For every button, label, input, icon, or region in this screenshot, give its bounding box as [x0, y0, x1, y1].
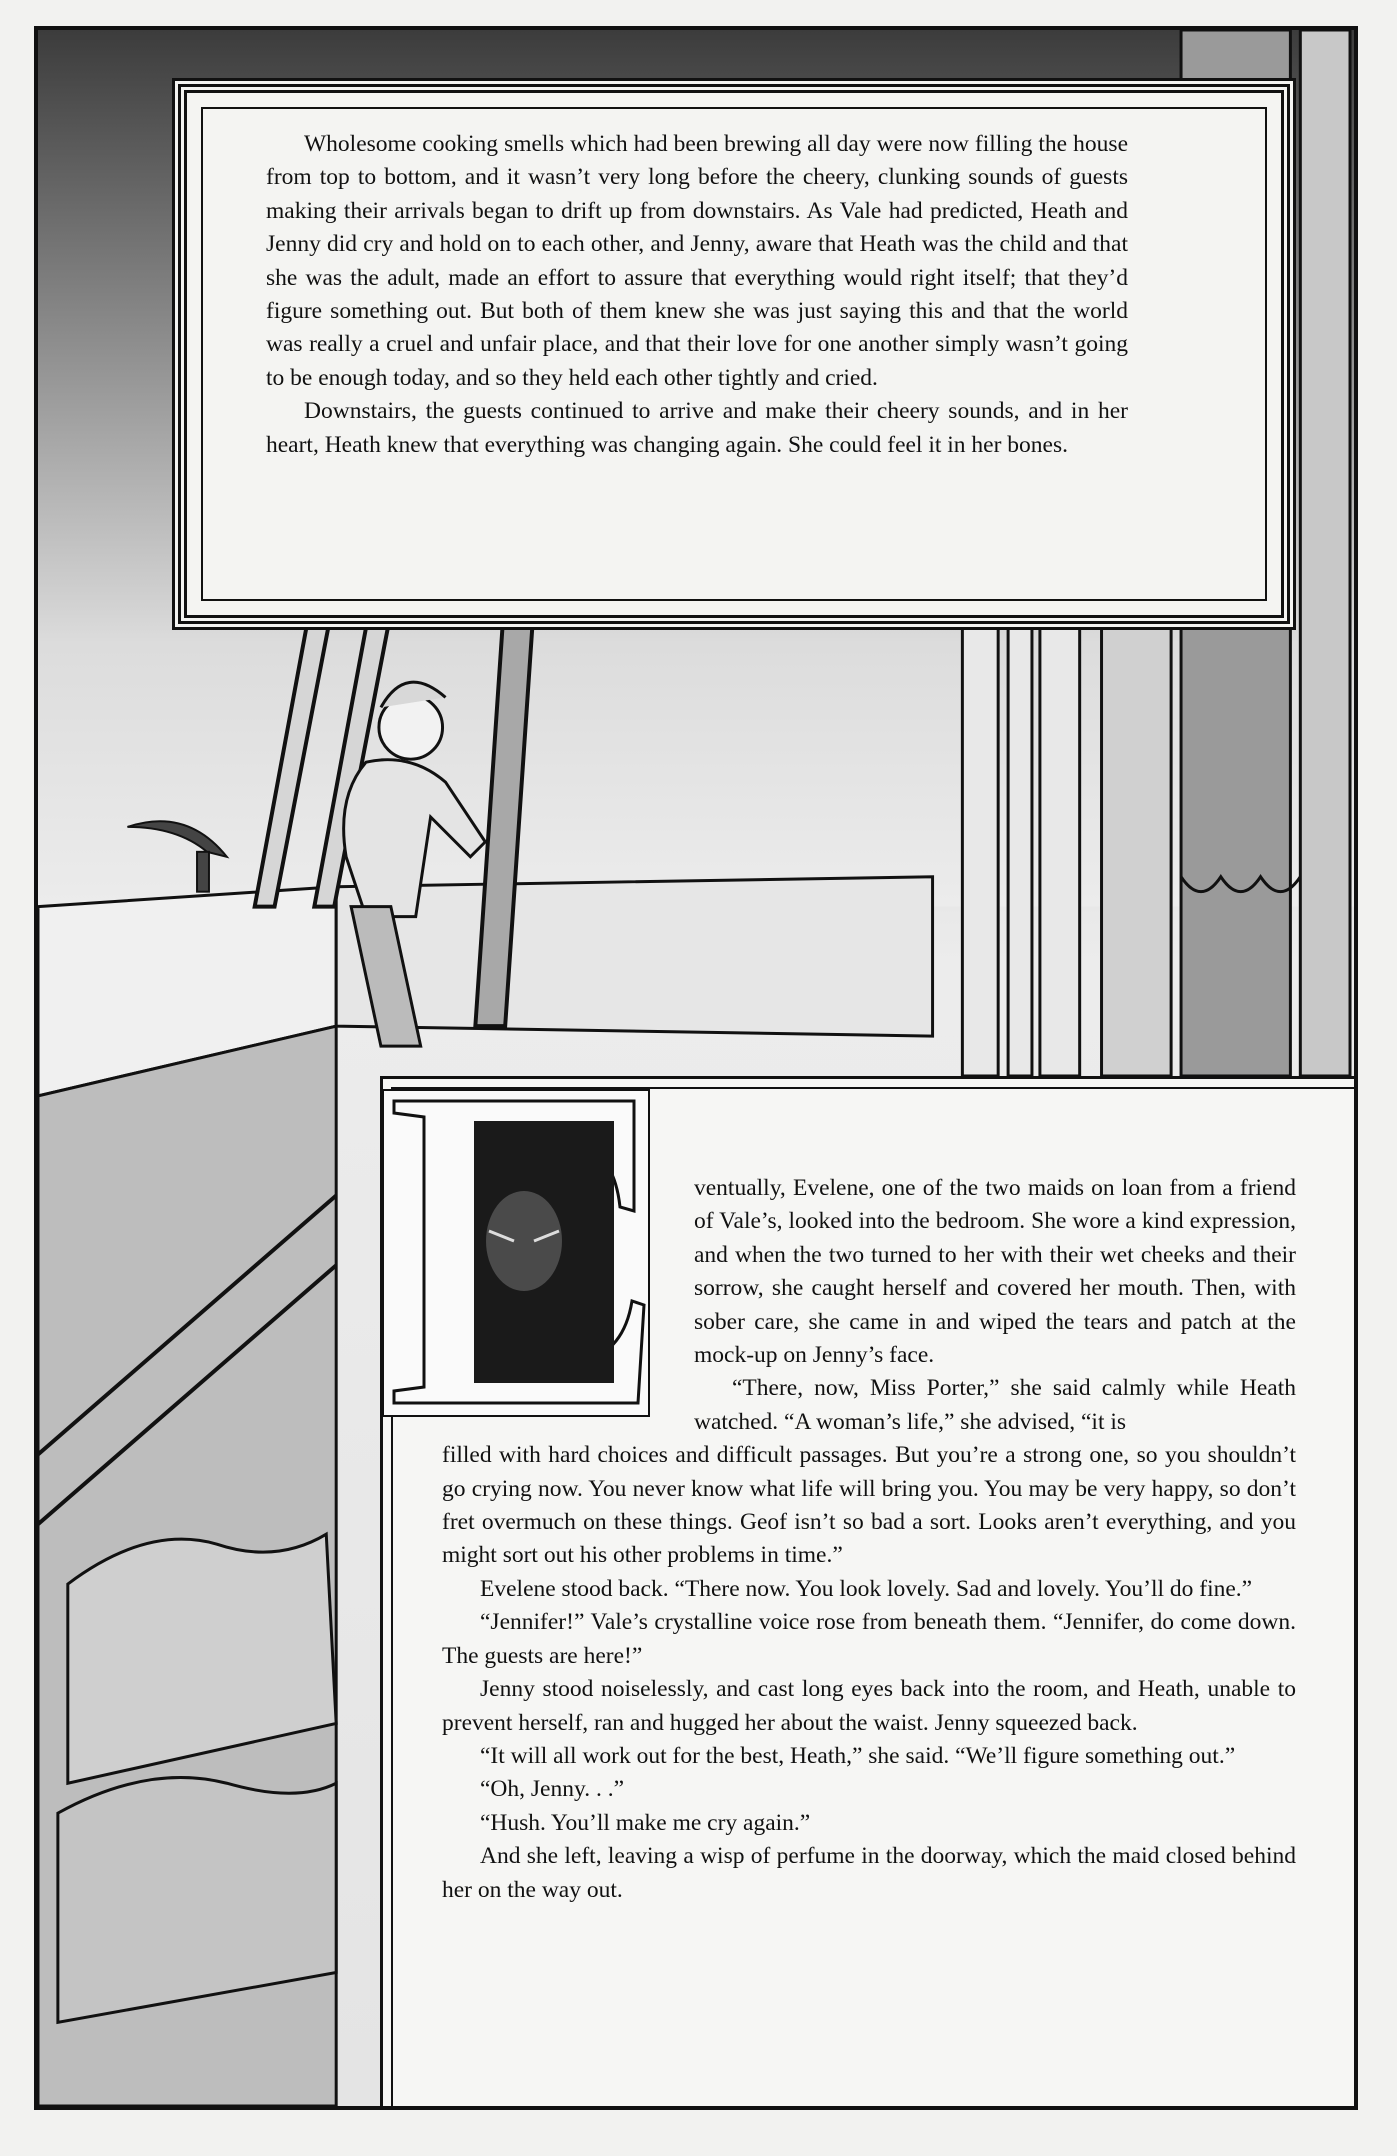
story-paragraph: And she left, leaving a wisp of perfume in the doorway, which the maid closed behind her on the way out.	[442, 1843, 1296, 1903]
caption-paragraph-2: Downstairs, the guests continued to arrive and make their cheery sounds, and in her heart, Heath knew that everything was changing again. She could feel it in her bones.	[266, 398, 1128, 458]
story-paragraph: “Jennifer!” Vale’s crystalline voice rose from beneath them. “Jennifer, do come down. The guests are here!”	[442, 1609, 1296, 1669]
story-wrapped-block	[694, 1172, 1296, 1439]
story-paragraph: “Oh, Jenny. . .”	[480, 1776, 625, 1803]
story-paragraph-continuation: filled with hard choices and difficult passages. But you’re a strong one, so you shouldn’t go crying now. You never know what life will bring you. You may be very happy, so don’t fret overmuch on these things. Geof isn’t so bad a sort. Looks aren’t everything, and you might sort out his other problems in time.”	[442, 1442, 1296, 1569]
story-text	[442, 1172, 1296, 1907]
caption-paragraph-1: Wholesome cooking smells which had been brewing all day were now filling the house from top to bottom, and it wasn’t very long before the cheery, clunking sounds of guests making their arrivals began to drift up from downstairs. As Vale had predicted, Heath and Jenny did cry and hold on to each other, and Jenny, aware that Heath was the child and that she was the adult, made an effort to assure that everything would right itself; that they’d figure something out. But both of them knew she was just saying this and that the world was really a cruel and unfair place, and that their love for one another simply wasn’t going to be enough today, and so they held each other tightly and cried.	[266, 131, 1128, 391]
story-dialogue-start: “There, now, Miss Porter,” she said calmly while Heath watched. “A woman’s life,” she advised, “it is	[694, 1375, 1296, 1435]
caption-text	[266, 128, 1128, 462]
story-paragraph: “Hush. You’ll make me cry again.”	[480, 1809, 811, 1836]
story-paragraph: “It will all work out for the best, Heath,” she said. “We’ll figure something out.”	[480, 1742, 1236, 1769]
story-opening-paragraph: ventually, Evelene, one of the two maids on loan from a friend of Vale’s, looked into the bedroom. She wore a kind expression, and when the two turned to her with their wet cheeks and their sorrow, she caught herself and covered her mouth. Then, with sober care, she came in and wiped the tears and patch at the mock-up on Jenny’s face.	[694, 1175, 1296, 1369]
story-paragraph: Jenny stood noiselessly, and cast long eyes back into the room, and Heath, unable to prevent herself, ran and hugged her about the waist. Jenny squeezed back.	[442, 1676, 1296, 1736]
story-paragraph: Evelene stood back. “There now. You look lovely. Sad and lovely. You’ll do fine.”	[480, 1575, 1253, 1602]
